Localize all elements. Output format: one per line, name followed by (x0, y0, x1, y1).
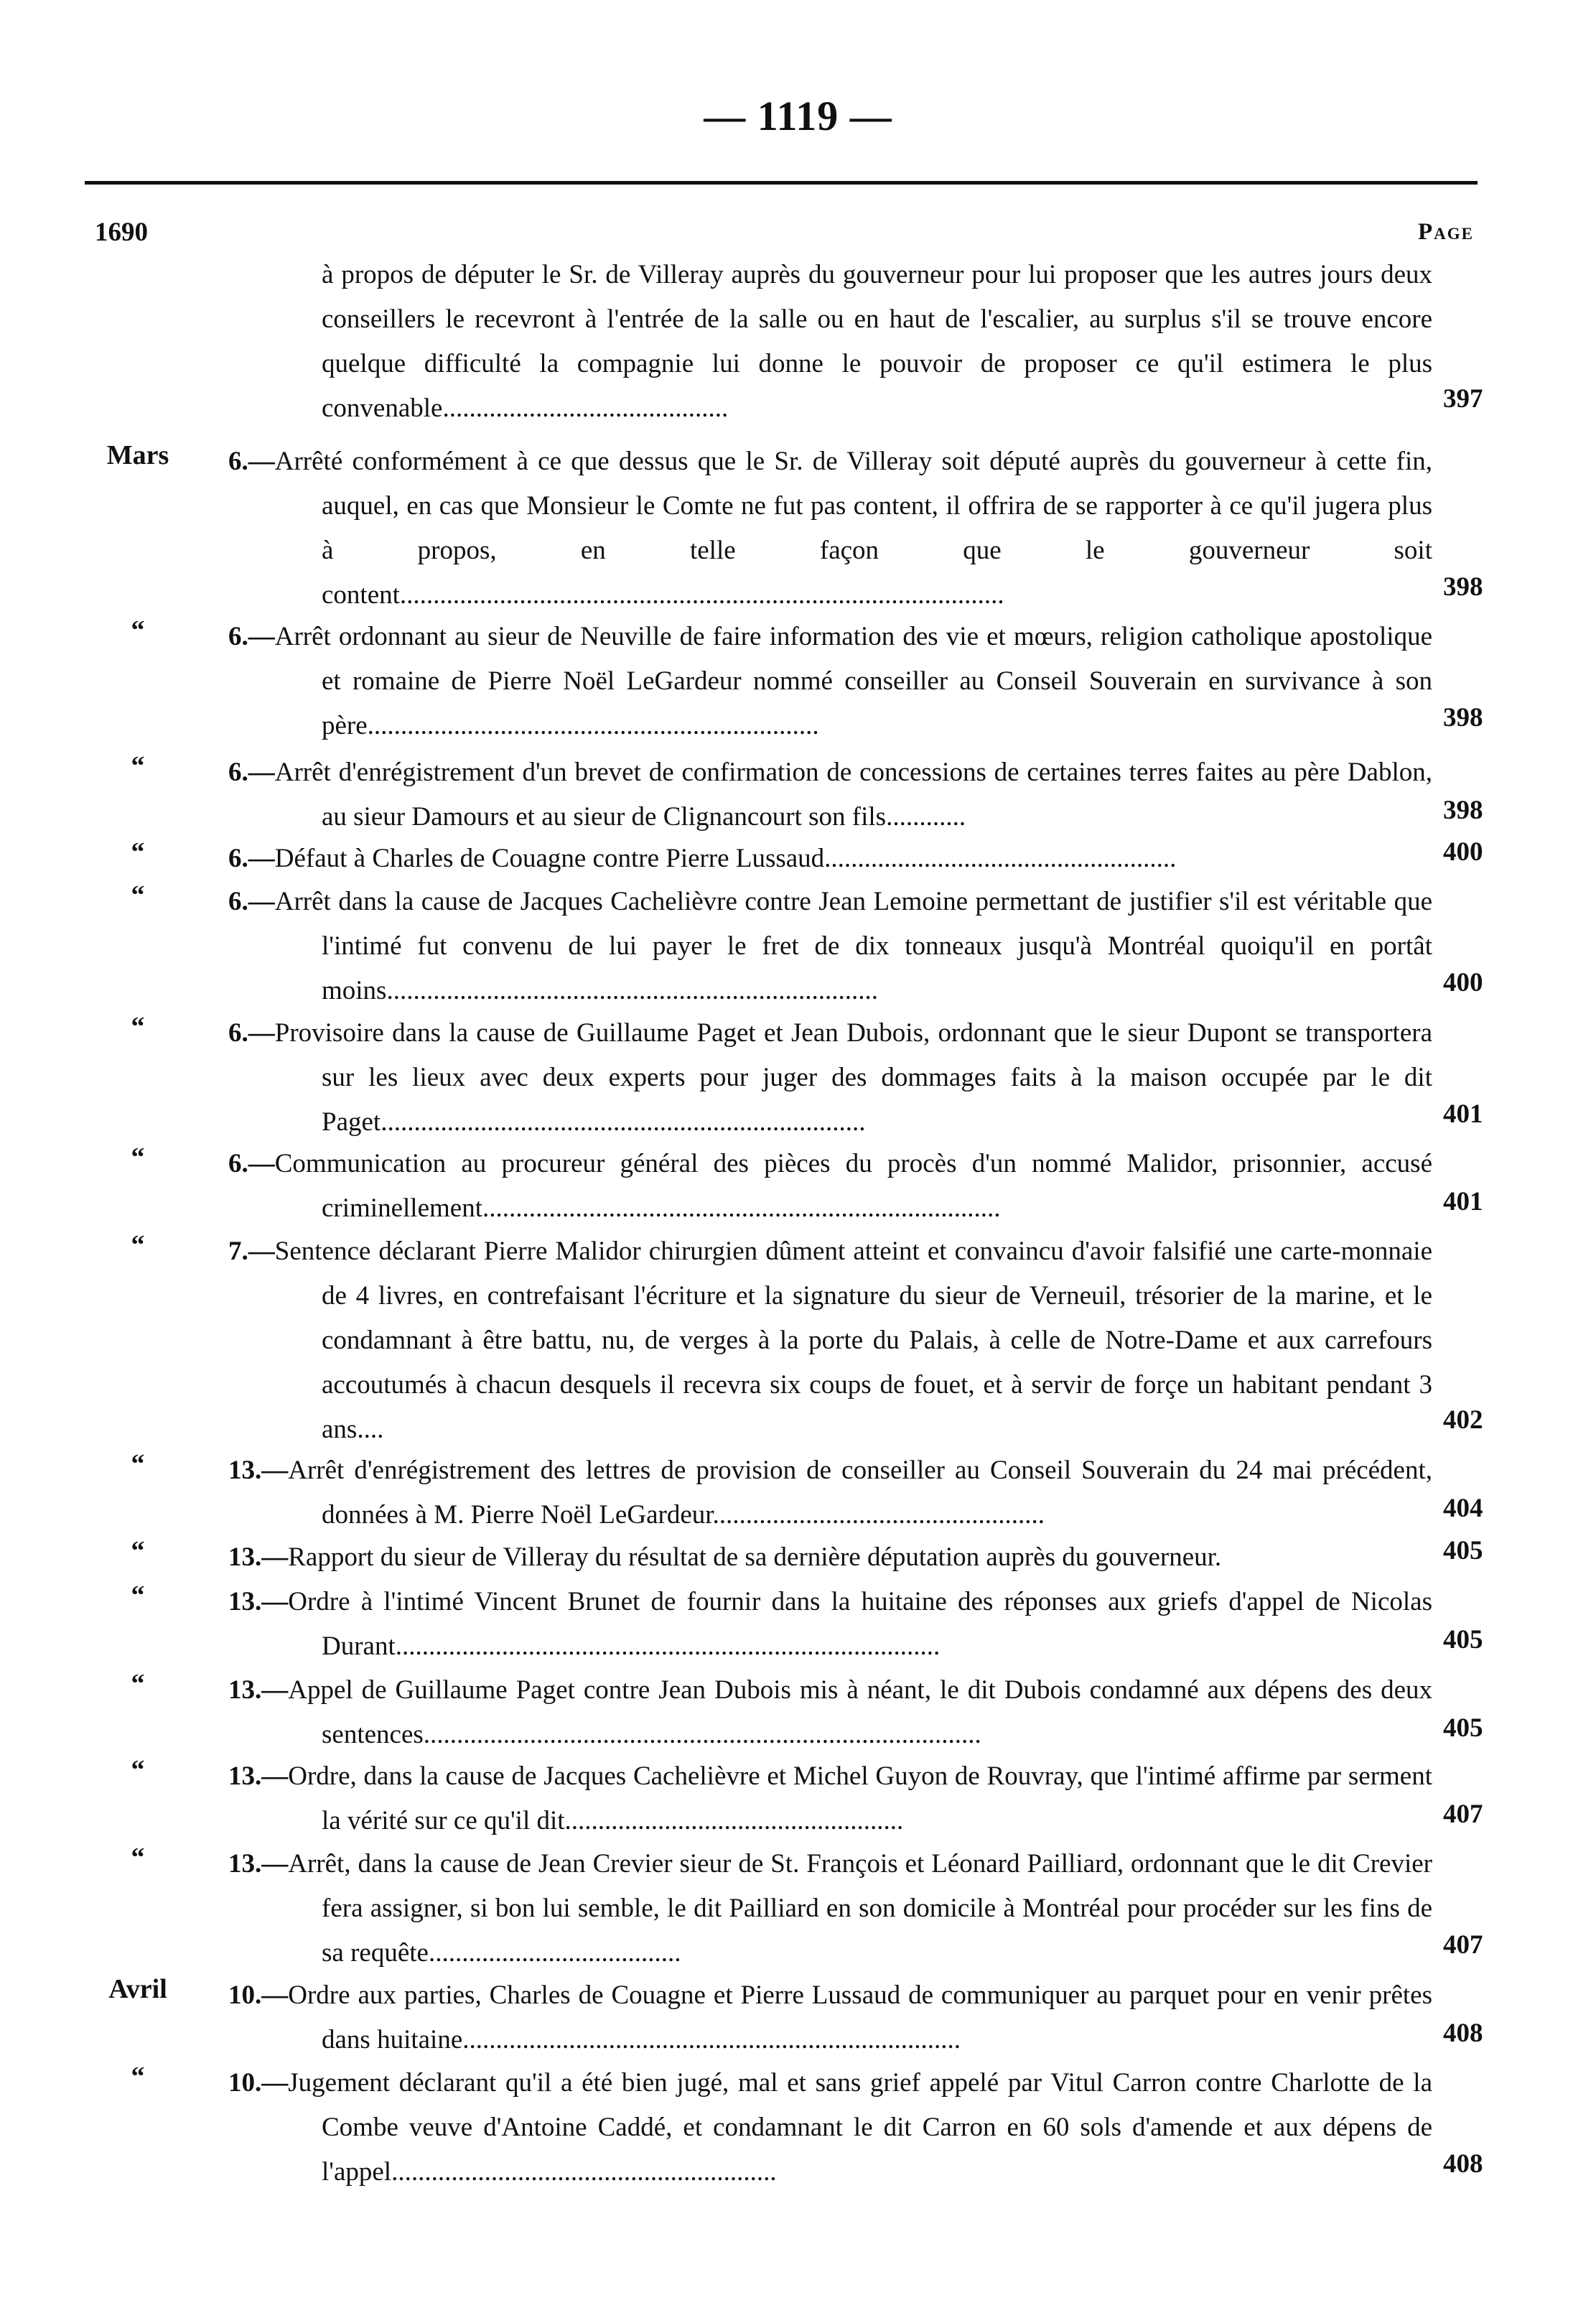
entry-description: Ordre à l'intimé Vincent Brunet de fournir dans la huitaine des réponses aux griefs d'appel de Nicolas Durant.................................................................................. (288, 1587, 1432, 1661)
entry-number: 13.— (228, 1849, 289, 1879)
entry-month: “ (131, 837, 145, 867)
year-heading: 1690 (95, 218, 148, 247)
entry-description: Arrêt d'enrégistrement des lettres de provision de conseiller au Conseil Souverain du 24 mai précédent, données à M. Pierre Noël LeGardeur.................................................. (288, 1456, 1432, 1530)
entry-description: Arrêt ordonnant au sieur de Neuville de faire information des vie et mœurs, religion catholique apostolique et romaine de Pierre Noël LeGardeur nommé conseiller au Conseil Souverain en survivance à son père.................................................................... (274, 622, 1432, 740)
entry-number: 7.— (228, 1237, 275, 1266)
entry-text (228, 1011, 1432, 1145)
entry-text (228, 1580, 1432, 1669)
entry-text (228, 1535, 1432, 1580)
entry-number: 6.— (228, 622, 275, 651)
entry-month: “ (131, 1536, 145, 1566)
entry-text (228, 1754, 1432, 1843)
entry-description: Arrêt dans la cause de Jacques Cachelièvre contre Jean Lemoine permettant de justifier s'il est véritable que l'intimé fut convenu de lui payer le fret de dix tonneaux jusqu'à Montréal quoiqu'il en portât moins.......................................................................... (274, 887, 1432, 1005)
entry-text (228, 615, 1432, 748)
page-number: — 1119 — (704, 93, 892, 139)
entry-month: “ (131, 1755, 145, 1785)
entry-page: 398 (1443, 572, 1483, 602)
entry-page: 405 (1443, 1625, 1483, 1654)
entry-page: 408 (1443, 2149, 1483, 2179)
entry-month: “ (131, 2062, 145, 2092)
entry-number: 6.— (228, 447, 275, 476)
entry-text (228, 1668, 1432, 1757)
entry-page: 405 (1443, 1713, 1483, 1743)
entry-page: 401 (1443, 1187, 1483, 1216)
entry-description: Défaut à Charles de Couagne contre Pierre Lussaud..................................................... (274, 844, 1177, 873)
entry-month: “ (131, 1449, 145, 1479)
entry-month: “ (131, 751, 145, 781)
entry-number: 6.— (228, 844, 275, 873)
entry-text (228, 837, 1432, 881)
entry-page: 407 (1443, 1930, 1483, 1960)
entry-number: 13.— (228, 1761, 289, 1791)
entry-description: Rapport du sieur de Villeray du résultat de sa dernière députation auprès du gouverneur. (288, 1542, 1222, 1572)
entry-description: Provisoire dans la cause de Guillaume Paget et Jean Dubois, ordonnant que le sieur Dupont se transportera sur les lieux avec deux experts pour juger des dommages faits à la maison occupée par le dit Paget......................................................................... (274, 1018, 1432, 1137)
entry-text (228, 439, 1432, 618)
entry-description: Ordre, dans la cause de Jacques Cachelièvre et Michel Guyon de Rouvray, que l'intimé affirme par serment la vérité sur ce qu'il dit................................................... (288, 1761, 1432, 1835)
entry-description: Arrêt d'enrégistrement d'un brevet de confirmation de concessions de certaines terres faites au père Dablon, au sieur Damours et au sieur de Clignancourt son fils............ (274, 758, 1432, 832)
entry-page: 404 (1443, 1494, 1483, 1523)
header-rule (85, 181, 1478, 185)
entry-text (322, 253, 1432, 431)
page-column-heading: Page (1418, 219, 1474, 245)
entry-text (228, 1229, 1432, 1452)
entry-number: 6.— (228, 758, 275, 787)
entry-text (228, 1448, 1432, 1537)
entry-number: 10.— (228, 1980, 289, 2010)
entry-text (228, 1973, 1432, 2062)
entry-description: Communication au procureur général des pièces du procès d'un nommé Malidor, prisonnier, accusé criminellement.............................................................................. (274, 1149, 1432, 1223)
entry-page: 397 (1443, 384, 1483, 414)
entry-description: Appel de Guillaume Paget contre Jean Dubois mis à néant, le dit Dubois condamné aux dépens des deux sentences.................................................................................... (288, 1675, 1432, 1749)
entry-month: Mars (106, 440, 169, 470)
entry-number: 6.— (228, 1018, 275, 1048)
entry-description: Arrêt, dans la cause de Jean Crevier sieur de St. François et Léonard Pailliard, ordonnant que le dit Crevier fera assigner, si bon lui semble, le dit Pailliard en son domicile à Montréal pour procéder sur les fins de sa requête...................................... (288, 1849, 1432, 1968)
entry-page: 405 (1443, 1536, 1483, 1565)
entry-page: 398 (1443, 703, 1483, 732)
entry-month: “ (131, 1012, 145, 1042)
entry-month: “ (131, 880, 145, 911)
entry-text (228, 2061, 1432, 2194)
entry-number: 6.— (228, 1149, 275, 1178)
entry-description: Jugement déclarant qu'il a été bien jugé, mal et sans grief appelé par Vitul Carron contre Charlotte de la Combe veuve d'Antoine Caddé, et condamnant le dit Carron en 60 sols d'amende et aux dépens de l'appel.......................................................... (288, 2068, 1432, 2187)
entry-page: 407 (1443, 1800, 1483, 1829)
entry-text (228, 750, 1432, 839)
entry-number: 13.— (228, 1675, 289, 1705)
entry-month: “ (131, 615, 145, 646)
entry-description: Ordre aux parties, Charles de Couagne et Pierre Lussaud de communiquer au parquet pour en venir prêtes dans huitaine........................................................................... (288, 1980, 1432, 2054)
entry-page: 402 (1443, 1405, 1483, 1435)
entry-page: 408 (1443, 2019, 1483, 2048)
entry-page: 400 (1443, 837, 1483, 867)
entry-number: 13.— (228, 1542, 289, 1572)
entry-page: 401 (1443, 1099, 1483, 1129)
entry-month: “ (131, 1669, 145, 1699)
entry-number: 13.— (228, 1456, 289, 1485)
entry-description: Arrêté conformément à ce que dessus que le Sr. de Villeray soit député auprès du gouverneur à cette fin, auquel, en cas que Monsieur le Comte ne fut pas content, il offrira de se rapporter à ce qu'il jugera plus à propos, en telle façon que le gouverneur soit content........................................................................................... (274, 447, 1432, 610)
entry-number: 13.— (228, 1587, 289, 1616)
entry-month: Avril (108, 1974, 167, 2004)
entry-text (228, 880, 1432, 1013)
entry-number: 10.— (228, 2068, 289, 2098)
entry-month: “ (131, 1230, 145, 1260)
entry-month: “ (131, 1142, 145, 1173)
entry-description: Sentence déclarant Pierre Malidor chirurgien dûment atteint et convaincu d'avoir falsifié une carte-monnaie de 4 livres, en contrefaisant l'écriture et la signature du sieur de Verneuil, trésorier de la marine, et le condamnant à être battu, nu, de verges à la porte du Palais, à celle de Notre-Dame et aux carrefours accoutumés à chacun desquels il recevra six coups de fouet, et à servir de forçe un habitant pendant 3 ans.... (274, 1237, 1432, 1444)
entry-description: à propos de députer le Sr. de Villeray auprès du gouverneur pour lui proposer que les autres jours deux conseillers le recevront à l'entrée de la salle ou en haut de l'escalier, au surplus s'il se trouve encore quelque difficulté la compagnie lui donne le pouvoir de proposer ce qu'il estimera le plus convenable........................................... (322, 260, 1432, 423)
entry-month: “ (131, 1843, 145, 1873)
entry-month: “ (131, 1581, 145, 1611)
entry-page: 398 (1443, 796, 1483, 825)
entry-page: 400 (1443, 968, 1483, 997)
entry-number: 6.— (228, 887, 275, 916)
entry-text (228, 1842, 1432, 1975)
entry-text (228, 1142, 1432, 1231)
